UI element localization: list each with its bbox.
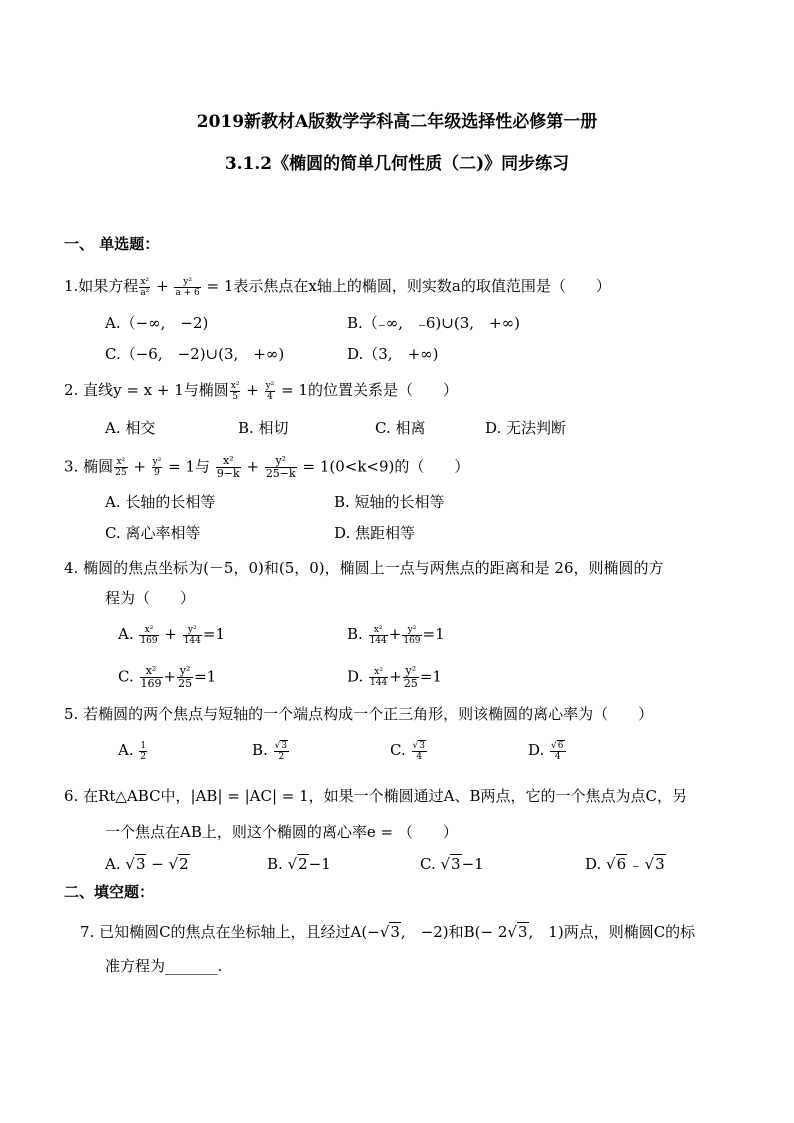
question-3-stem: 3. 椭圆 $\frac{\text{x²}}{25}$ + $\frac{\text{y²}}{9}$ = 1与 $\frac{\text{x²}}{9-k}$ + $\frac{\text{y²}}{25-k}$ = 1(0<k<9)的（ ） [64,454,470,480]
question-1-option-b: B.（₋∞, ₋6)∪(3, +∞) [347,314,520,332]
question-5-option-b: B. $\frac{√3}{2}$ [252,740,288,762]
question-1-option-d: D.（3, +∞) [347,345,439,363]
question-1-stem: 1.如果方程 $\frac{\text{x²}}{\text{a²}}$ + $\frac{\text{y²}}{a + 6}$ = 1表示焦点在x轴上的椭圆，则实数a的取值范围是（ ） [64,276,611,298]
question-3-option-a: A. 长轴的长相等 [105,493,216,511]
question-2-option-b: B. 相切 [238,419,289,437]
question-2-stem: 2. 直线y = x + 1与椭圆 $\frac{\text{x²}}{5}$ + $\frac{\text{y²}}{4}$ = 1的位置关系是（ ） [64,380,458,402]
question-4-option-a: A. $\frac{\text{x²}}{169}$ + $\frac{\text{y²}}{144}$ =1 [118,624,225,646]
question-6-option-c: C. √3−1 [420,855,484,873]
question-3-option-c: C. 离心率相等 [105,524,201,542]
section-heading-fill-in: 二、填空题： [64,883,155,901]
question-5-option-d: D. $\frac{√6}{4}$ [528,740,564,762]
question-3-option-b: B. 短轴的长相等 [334,493,445,511]
question-6-stem-line-2: 一个焦点在AB上，则这个椭圆的离心率e = （ ） [105,823,458,841]
question-6-option-b: B. √2−1 [267,855,331,873]
question-6-option-a: A. √3 − √2 [105,855,189,873]
question-2-option-c: C. 相离 [375,419,426,437]
question-7-stem-line-2: 准方程为_______. [105,957,223,975]
document-subtitle: 3.1.2《椭圆的简单几何性质（二)》同步练习 [224,154,570,174]
document-title: 2019新教材A版数学学科高二年级选择性必修第一册 [196,112,598,132]
question-4-option-b: B. $\frac{\text{x²}}{144}$ + $\frac{\text{y²}}{169}$ =1 [347,624,445,646]
section-heading-single-choice: 一、 单选题： [64,235,160,253]
question-5-stem: 5. 若椭圆的两个焦点与短轴的一个端点构成一个正三角形，则该椭圆的离心率为（ ） [64,705,654,723]
question-5-option-a: A. $\frac{1}{2}$ [118,740,147,762]
question-3-option-d: D. 焦距相等 [334,524,416,542]
question-1-option-a: A.（−∞, −2) [105,314,209,332]
question-4-stem-line-1: 4. 椭圆的焦点坐标为(－5，0)和(5，0)，椭圆上一点与两焦点的距离和是 26，则椭圆的方 [64,559,664,577]
question-6-stem-line-1: 6. 在Rt△ABC中，|AB| = |AC| = 1，如果一个椭圆通过A、B两点，它的一个焦点为点C，另 [64,787,688,805]
question-4-option-c: C. $\frac{\text{x²}}{169}$ + $\frac{\text{y²}}{25}$ =1 [118,664,217,690]
question-4-stem-line-2: 程为（ ） [105,589,196,607]
question-1-option-c: C.（−6, −2)∪(3, +∞) [105,345,285,363]
question-4-option-d: D. $\frac{\text{x²}}{144}$ + $\frac{\text{y²}}{25}$ =1 [347,664,442,690]
question-6-option-d: D. √6 ₋ √3 [585,855,665,873]
question-5-option-c: C. $\frac{√3}{4}$ [390,740,425,762]
question-2-option-a: A. 相交 [105,419,156,437]
question-2-option-d: D. 无法判断 [485,419,567,437]
question-7-stem-line-1: 7. 已知椭圆C的焦点在坐标轴上，且经过A(−√3, −2)和B(− 2√3, 1)两点，则椭圆C的标 [80,923,696,941]
